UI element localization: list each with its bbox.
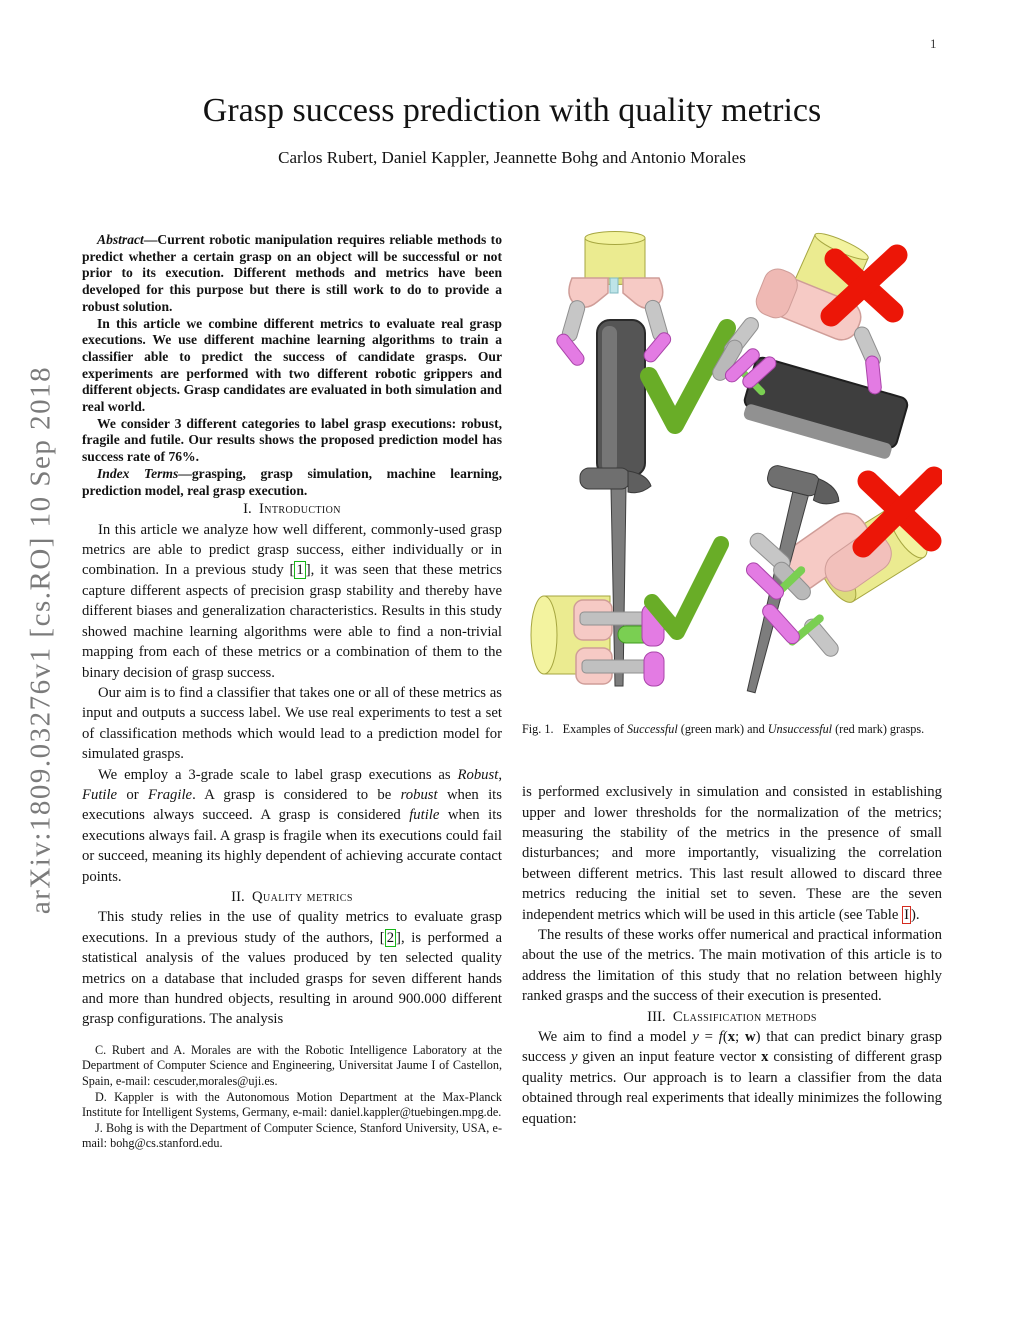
text-run: Quality metrics [251,888,353,905]
introduction-section [82,499,502,1030]
text-run: ) that can predict binary grasp success [522,1029,942,1066]
text-run: given an input feature vector [577,1049,762,1066]
text-run: is performed exclusively in simulation and consisted in establishing upper and lower thresholds for the normalization of the metrics; measuring the stability of the metrics in the presence of small disturbances; and more importantly, visualizing the correlation between different metrics. This last result allowed to discard three metrics reducing the initial set to seven. These are the seven independent metrics which will be used in this article (see Table [522,784,942,923]
section-heading-classification-methods [522,1007,942,1027]
text-run: ). [910,906,920,923]
text-run: or [117,786,148,803]
page-number: 1 [930,36,937,51]
text-run: when its executions always succeed. A grasp is considered [82,786,502,824]
text-run: Robust [457,766,499,783]
text-run: w [744,1029,756,1046]
text-run: ], it was seen that these metrics capture different aspects of precision grasp stability and thereby have different biases and generalization characteristics. Results in this study showed machine learning algorithms were able to find a non-trivial mapping from each of these metrics or a combination of them to the binary decision of grasp success. [82,562,502,681]
figure-1-caption [522,722,942,737]
text-run: (red mark) grasps. [832,722,925,736]
introduction-paragraph-3 [82,765,502,887]
text-run: J. Bohg is with the Department of Computer Science, Stanford University, USA, e-mail: bohg@cs.stanford.edu. [82,1120,502,1151]
figure-1-image [522,228,942,714]
right-column [522,228,942,1129]
footnote-kappler [82,1090,502,1121]
text-run: —Current robotic manipulation requires reliable methods to predict whether a certain grasp on an object will be successful or not prior to its execution. Different methods and metrics have been developed for this purpose but there is still work to do to provide a robust solution. [82,232,502,314]
citation-ref[interactable]: I [904,906,909,923]
quality-metrics-paragraph-2 [522,925,942,1007]
text-run: Index Terms [97,465,179,481]
fig1-unsuccessful-box-grasp [710,229,909,461]
abstract-paragraph-2 [82,316,502,416]
text-run: I. [243,501,259,518]
quality-metrics-paragraph-1 [82,907,502,1029]
classification-paragraph-1 [522,1027,942,1129]
text-run: In this article we analyze how well different, commonly-used grasp metrics are able to predict grasp success, either individually or in combination. In a previous study [ [82,521,502,579]
text-run: We employ a 3-grade scale to label grasp executions as [98,766,458,783]
text-run: Unsuccessful [767,722,833,736]
abstract-section [82,232,502,499]
paper-title: Grasp success prediction with quality metrics [202,92,822,129]
arxiv-watermark-label: arXiv:1809.03276v1 [cs.RO] 10 Sep 2018 [24,365,57,915]
text-run: futile [409,807,440,824]
text-run: x [727,1029,736,1046]
left-column [82,232,502,1152]
footnote-bohg [82,1121,502,1152]
text-run: II. [231,888,252,905]
text-run: . A grasp is considered to be [192,786,401,803]
text-run: —grasping, grasp simulation, machine learning, prediction model, real grasp execution. [82,465,502,498]
text-run: The results of these works offer numerical and practical information about the use of the metrics. The main motivation of this article is to address the limitation of this study that no relation between highly ranked grasps and the success of their execution is presented. [522,927,942,1005]
text-run: x [761,1049,769,1066]
figure-1 [522,228,942,714]
text-run: = [698,1029,719,1046]
text-run: Introduction [259,501,341,518]
text-run: consisting of different grasp quality metrics. Our approach is to learn a classifier from the data obtained through real experiments that ideally minimizes the following equation: [522,1049,942,1127]
text-run: ; [735,1029,745,1046]
text-run: , [498,766,502,783]
author-footnotes [82,1043,502,1152]
text-run: We consider 3 different categories to label grasp executions: robust, fragile and futile. Our results shows the proposed prediction model has success rate of 76%. [82,415,502,465]
text-run: Successful [626,722,678,736]
right-column-body [522,782,942,1129]
abstract-paragraph-3 [82,416,502,466]
text-run: D. Kappler is with the Autonomous Motion Department at the Max-Planck Institute for Intelligent Systems, Germany, e-mail: daniel.kappler@tuebingen.mpg.de. [82,1089,502,1120]
text-run: Fig. 1. Examples of [522,722,627,736]
text-run: when its executions always fail. A grasp is fragile when its executions could fail or succeed, meaning its highly dependent of achieving accurate contact points. [82,807,502,885]
text-run: Futile [82,786,118,803]
citation-ref[interactable]: 1 [296,562,304,579]
citation-ref[interactable]: 2 [386,929,395,946]
wrist-connector [610,278,618,293]
text-run: ( [722,1029,728,1046]
section-heading-quality-metrics [82,887,502,907]
text-run: Classification methods [672,1008,817,1025]
fig1-successful-hammer-grasp [531,468,721,686]
text-run: This study relies in the use of quality metrics to evaluate grasp executions. In a previous study of the authors, [ [82,909,502,946]
text-run: Abstract [97,232,144,247]
index-terms [82,466,502,499]
text-run: C. Rubert and A. Morales are with the Robotic Intelligence Laboratory at the Department of Computer Science and Engineering, Universitat Jaume I of Castellon, Spain, e-mail: cescuder,morales@uji.es. [82,1042,502,1088]
checkmark-icon [652,544,721,632]
quality-metrics-paragraph-continued [522,782,942,925]
footnote-rubert-morales [82,1043,502,1090]
text-run: ], is performed a statistical analysis of the values produced by ten selected quality metrics on a database that included grasps for seven different hands and more than hundred objects, resulting in around 900.000 different grasp configurations. The analysis [82,929,502,1028]
text-run: Our aim is to find a classifier that takes one or all of these metrics as input and outputs a success label. We use real experiments to test a set of classification methods which would lead to a prediction model for simulated grasps. [82,684,502,763]
text-run: y [692,1029,699,1046]
fig1-successful-box-grasp [554,232,727,477]
text-run: III. [647,1008,673,1025]
text-run: y [570,1049,578,1066]
paper-authors: Carlos Rubert, Daniel Kappler, Jeannette Bohg and Antonio Morales [278,148,746,167]
text-run: Fragile [148,786,193,803]
text-run: (green mark) and [677,722,768,736]
text-run: In this article we combine different metrics to evaluate real grasp executions. We use different machine learning algorithms to train a classifier able to predict the success of candidate grasps. Our experiments are performed with two different robotic grippers and different objects. Grasp candidates are evaluated in both simulation and real world. [82,315,502,415]
text-run: f [718,1029,723,1046]
section-heading-introduction [82,499,502,519]
text-run: We aim to find a model [538,1029,693,1046]
text-run: robust [400,786,438,803]
introduction-paragraph-2 [82,683,502,765]
abstract-paragraph-1 [82,232,502,316]
introduction-paragraph-1 [82,520,502,683]
fig1-unsuccessful-hammer-grasp [716,464,934,701]
